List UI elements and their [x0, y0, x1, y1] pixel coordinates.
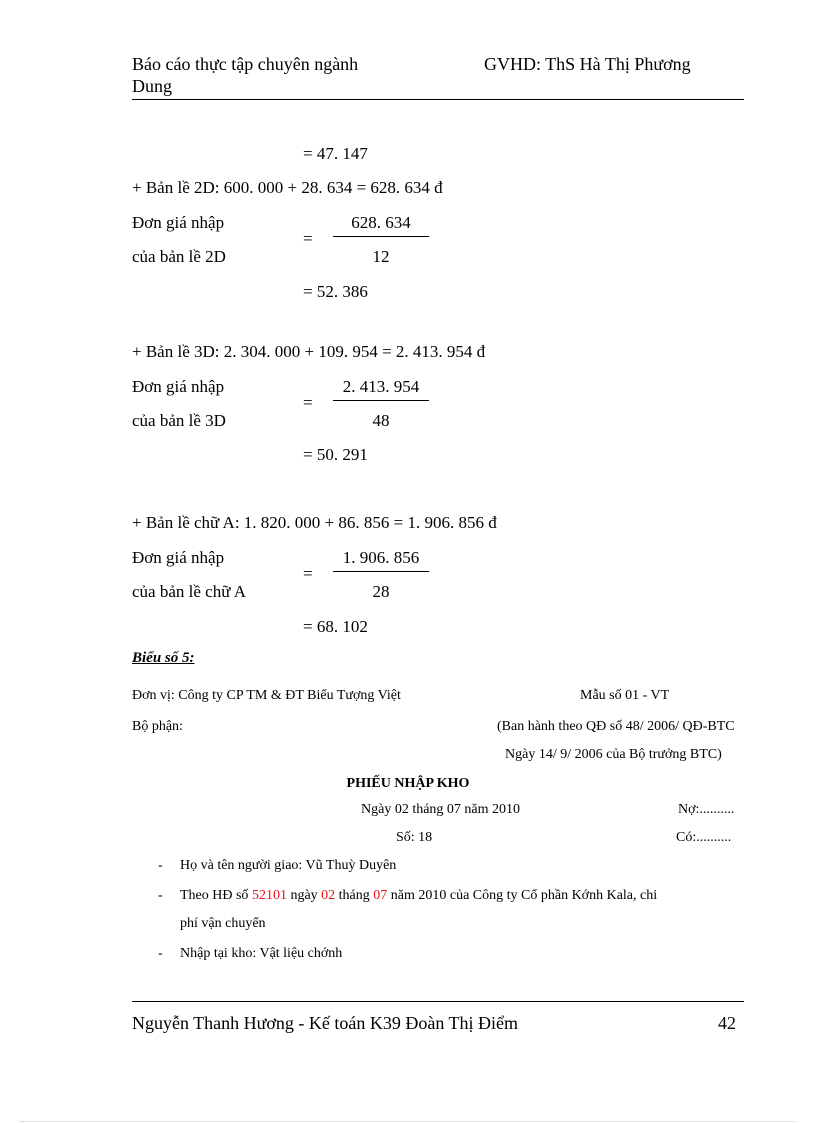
phieu-date: Ngày 02 tháng 07 năm 2010: [361, 802, 521, 817]
equals-a: =: [303, 564, 313, 583]
result-a: = 68. 102: [303, 617, 368, 636]
result-previous: = 47. 147: [303, 144, 368, 163]
denominator-a: 28: [372, 582, 390, 601]
no-field: Nợ:..........: [678, 802, 735, 817]
item-theo-hd-line2: phí vận chuyển: [180, 916, 266, 931]
line-ban-le-chu-a: + Bản lề chữ A: 1. 820. 000 + 86. 856 = 1. 906. 856 đ: [132, 513, 497, 532]
hd-number: 52101: [251, 888, 287, 903]
so-field: Số: 18: [396, 830, 433, 845]
result-3d: = 50. 291: [303, 445, 368, 464]
phieu-title: PHIẾU NHẬP KHO: [346, 776, 470, 791]
fraction-bar-2d: [333, 236, 429, 237]
line-ban-le-2d: + Bản lề 2D: 600. 000 + 28. 634 = 628. 634 đ: [132, 178, 443, 197]
denominator-2d: 12: [372, 247, 390, 266]
footer-author: Nguyễn Thanh Hương - Kế toán K39 Đoàn Thị Điểm: [132, 1013, 519, 1033]
co-field: Có:..........: [676, 830, 732, 845]
header-supervisor: GVHD: ThS Hà Thị Phương: [484, 54, 691, 74]
label-cua-ban-le-a: của bản lề chữ A: [132, 582, 247, 601]
item-nguoi-giao: Họ và tên người giao: Vũ Thuỳ Duyên: [180, 858, 397, 873]
equals-2d: =: [303, 229, 313, 248]
label-don-gia-a: Đơn giá nhập: [132, 548, 225, 567]
bullet-2: -: [158, 888, 163, 903]
footer-rule: [132, 1001, 744, 1002]
bieu-so-label: Biểu số 5:: [132, 650, 195, 666]
bo-phan: Bộ phận:: [132, 719, 183, 734]
bullet-3: -: [158, 946, 163, 961]
fraction-bar-3d: [333, 400, 429, 401]
bullet-1: -: [158, 858, 163, 873]
hd-day: 02: [321, 888, 336, 903]
numerator-a: 1. 906. 856: [342, 548, 420, 567]
fraction-bar-a: [333, 571, 429, 572]
denominator-3d: 48: [372, 411, 390, 430]
header-report-title: Báo cáo thực tập chuyên ngành: [132, 54, 359, 74]
numerator-3d: 2. 413. 954: [342, 377, 420, 396]
page-number: 42: [718, 1013, 736, 1033]
mau-so: Mẫu số 01 - VT: [580, 688, 670, 703]
label-don-gia-2d: Đơn giá nhập: [132, 213, 225, 232]
result-2d: = 52. 386: [303, 282, 368, 301]
ngay-ban-hanh: Ngày 14/ 9/ 2006 của Bộ trưởng BTC): [505, 747, 722, 762]
label-cua-ban-le-2d: của bản lề 2D: [132, 247, 226, 266]
header-rule: [132, 99, 744, 100]
hd-month: 07: [373, 888, 388, 903]
line-ban-le-3d: + Bản lề 3D: 2. 304. 000 + 109. 954 = 2. 413. 954 đ: [132, 342, 486, 361]
don-vi: Đơn vị: Công ty CP TM & ĐT Biểu Tượng Việt: [132, 688, 401, 703]
page-edge-dotted-line: [20, 1121, 796, 1122]
ban-hanh: (Ban hành theo QĐ số 48/ 2006/ QĐ-BTC: [497, 719, 735, 734]
item-theo-hd: Theo HĐ số 52101 ngày 02 tháng 07 năm 2010 của Công ty Cổ phần Kớnh Kala, chi: [180, 888, 658, 903]
header-author-short: Dung: [132, 76, 172, 96]
label-don-gia-3d: Đơn giá nhập: [132, 377, 225, 396]
item-nhap-tai-kho: Nhập tại kho: Vật liệu chớnh: [180, 946, 343, 961]
numerator-2d: 628. 634: [351, 213, 411, 232]
equals-3d: =: [303, 393, 313, 412]
label-cua-ban-le-3d: của bản lề 3D: [132, 411, 226, 430]
